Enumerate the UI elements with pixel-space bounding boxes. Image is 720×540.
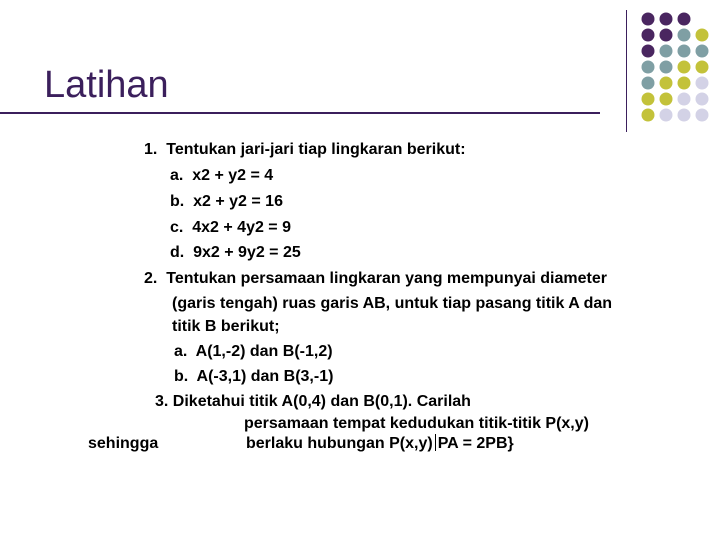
decorative-dot: [678, 109, 691, 122]
exercise-2-continuation: titik B berikut;: [172, 318, 280, 335]
decorative-dot: [696, 45, 709, 58]
exercise-2-continuation: (garis tengah) ruas garis AB, untuk tiap pasang titik A dan: [172, 295, 613, 312]
decorative-dot: [696, 29, 709, 42]
decorative-dot: [696, 109, 709, 122]
equation: 9x2 + 9y2 = 25: [193, 244, 301, 261]
item-number: 3.: [155, 393, 169, 410]
item-letter: b.: [174, 368, 189, 385]
relation-condition: PA = 2PB}: [437, 435, 514, 452]
decorative-dot: [678, 29, 691, 42]
decorative-dot: [660, 29, 673, 42]
decorative-dot: [642, 93, 655, 106]
exercise-1d: [170, 243, 301, 263]
exercise-2b: [174, 367, 333, 387]
decorative-dot: [678, 93, 691, 106]
exercise-3-continuation: persamaan tempat kedudukan titik-titik P(x,y): [244, 415, 589, 432]
relation-text: berlaku hubungan P(x,y): [246, 435, 433, 452]
decorative-dot: [678, 77, 691, 90]
decorative-dot: [642, 109, 655, 122]
decorative-dot: [678, 45, 691, 58]
decorative-dot: [660, 61, 673, 74]
slide-title: Latihan: [44, 64, 169, 106]
item-letter: d.: [170, 244, 185, 261]
exercise-2: [144, 269, 607, 289]
decorative-dot: [678, 61, 691, 74]
decorative-dot: [696, 61, 709, 74]
decorative-dot: [696, 93, 709, 106]
decorative-dot: [660, 77, 673, 90]
vertical-bar-symbol: [435, 434, 436, 451]
item-letter: a.: [174, 343, 188, 360]
item-letter: b.: [170, 193, 185, 210]
vertical-divider: [626, 10, 627, 132]
equation: 4x2 + 4y2 = 9: [192, 219, 291, 236]
exercise-1a: [170, 166, 273, 186]
item-letter: c.: [170, 219, 184, 236]
equation: x2 + y2 = 4: [192, 167, 274, 184]
decorative-dot: [642, 61, 655, 74]
item-number: 1.: [144, 141, 158, 158]
decorative-dot: [642, 29, 655, 42]
exercise-3-continuation: [246, 434, 514, 454]
decorative-dot: [660, 93, 673, 106]
exercise-1: [144, 140, 466, 160]
item-letter: a.: [170, 167, 184, 184]
decorative-dot: [660, 45, 673, 58]
exercise-2a: [174, 342, 333, 362]
exercise-1c: [170, 218, 291, 238]
item-text: Tentukan jari-jari tiap lingkaran berikut:: [166, 141, 466, 158]
item-number: 2.: [144, 270, 158, 287]
point-pair: A(1,-2) dan B(-1,2): [195, 343, 333, 360]
title-underline: [0, 112, 600, 114]
item-text: Tentukan persamaan lingkaran yang mempunyai diameter: [166, 270, 607, 287]
equation: x2 + y2 = 16: [193, 193, 283, 210]
decorative-dot: [660, 109, 673, 122]
exercise-3: [155, 392, 471, 412]
decorative-dot: [642, 13, 655, 26]
exercise-1b: [170, 192, 283, 212]
item-text: Diketahui titik A(0,4) dan B(0,1). Carilah: [172, 393, 471, 410]
decorative-dot: [678, 13, 691, 26]
decorative-dot: [642, 45, 655, 58]
decorative-dot: [660, 13, 673, 26]
decorative-dot: [642, 77, 655, 90]
decorative-dot: [696, 77, 709, 90]
point-pair: A(-3,1) dan B(3,-1): [196, 368, 334, 385]
exercise-3-continuation: sehingga: [88, 435, 159, 452]
